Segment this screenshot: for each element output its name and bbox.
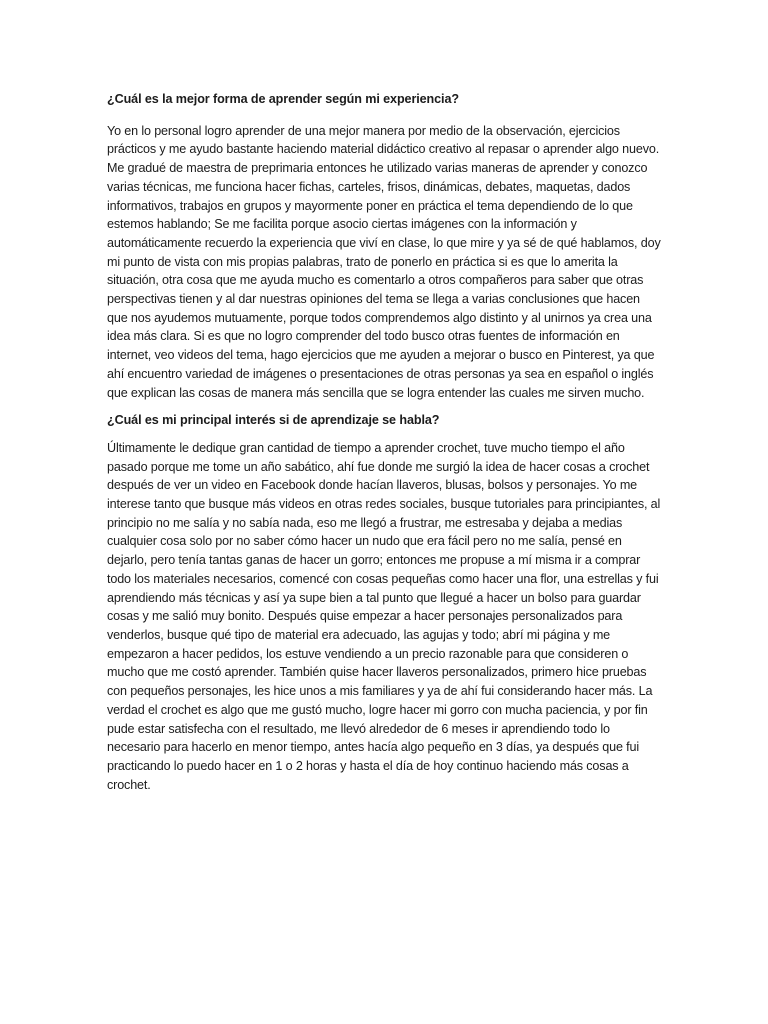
section-paragraph-main-interest: Últimamente le dedique gran cantidad de tiempo a aprender crochet, tuve mucho tiempo el año pasado porque me tome un año sabático, ahí fue donde me surgió la idea de hacer cosas a crochet después de ver un video en Facebook donde hacían llaveros, blusas, bolsos y personajes. Yo me interese tanto que busque más videos en otras redes sociales, busque tutoriales para principiantes, al principio no me salía y no sabía nada, eso me llegó a frustrar, me estresaba y dejaba a medias cualquier cosa solo por no saber cómo hacer un nudo que era fácil pero no me salía, pensé en dejarlo, pero tenía tantas ganas de hacer un gorro; entonces me propuse a mí misma ir a comprar todo los materiales necesarios, comencé con cosas pequeñas como hacer una flor, una estrellas y fui aprendiendo más técnicas y así ya supe bien a tal punto que llegué a hacer un bolso para guardar cosas y me salió muy bonito. Después quise empezar a hacer personajes personalizados para venderlos, busque qué tipo de material era adecuado, las agujas y todo; abrí mi página y me empezaron a hacer pedidos, los estuve vendiendo a un precio razonable para que consideren o mucho que me costó aprender. También quise hacer llaveros personalizados, primero hice pruebas con pequeños personajes, les hice unos a mis familiares y ya de ahí fui considerando hacer más. La verdad el crochet es algo que me gustó mucho, logre hacer mi gorro con mucha paciencia, y por fin pude estar satisfecha con el resultado, me llevó alrededor de 6 meses ir aprendiendo todo lo necesario para hacerlo en menor tiempo, antes hacía algo pequeño en 3 días, ya después que fui practicando lo puedo hacer en 1 o 2 horas y hasta el día de hoy continuo haciendo más cosas a crochet. bbox=[107, 440, 661, 792]
section-heading-main-interest: ¿Cuál es mi principal interés si de aprendizaje se habla? bbox=[107, 413, 440, 428]
section-paragraph-learning-method: Yo en lo personal logro aprender de una mejor manera por medio de la observación, ejercicios prácticos y me ayudo bastante haciendo material didáctico creativo al repasar o aprender algo nuevo. Me gradué de maestra de preprimaria entonces he utilizado varias maneras de aprender y conozco varias técnicas, me funciona hacer fichas, carteles, frisos, dinámicas, debates, maquetas, dados informativos, trabajos en grupos y mayormente poner en práctica el tema dependiendo de lo que estemos hablando; Se me facilita porque asocio ciertas imágenes con la información y automáticamente recuerdo la experiencia que viví en clase, lo que mire y ya sé de qué hablamos, doy mi punto de vista con mis propias palabras, trato de ponerlo en práctica si es que lo amerita la situación, otra cosa que me ayuda mucho es comentarlo a otros compañeros para saber que otras perspectivas tienen y al dar nuestras opiniones del tema se llega a varias conclusiones que hacen que nos ayudemos mutuamente, porque todos comprendemos algo distinto y al unirnos ya crea una idea más clara. Si es que no logro comprender del todo busco otras fuentes de información en internet, veo videos del tema, hago ejercicios que me ayuden a mejorar o busco en Pinterest, ya que ahí encuentro variedad de imágenes o presentaciones de otras personas ya sea en español o inglés que explican las cosas de manera más sencilla que se logra entender las cuales me sirven mucho. bbox=[107, 123, 661, 400]
section-heading-learning-method: ¿Cuál es la mejor forma de aprender según mi experiencia? bbox=[107, 92, 459, 106]
document-content bbox=[107, 90, 662, 794]
